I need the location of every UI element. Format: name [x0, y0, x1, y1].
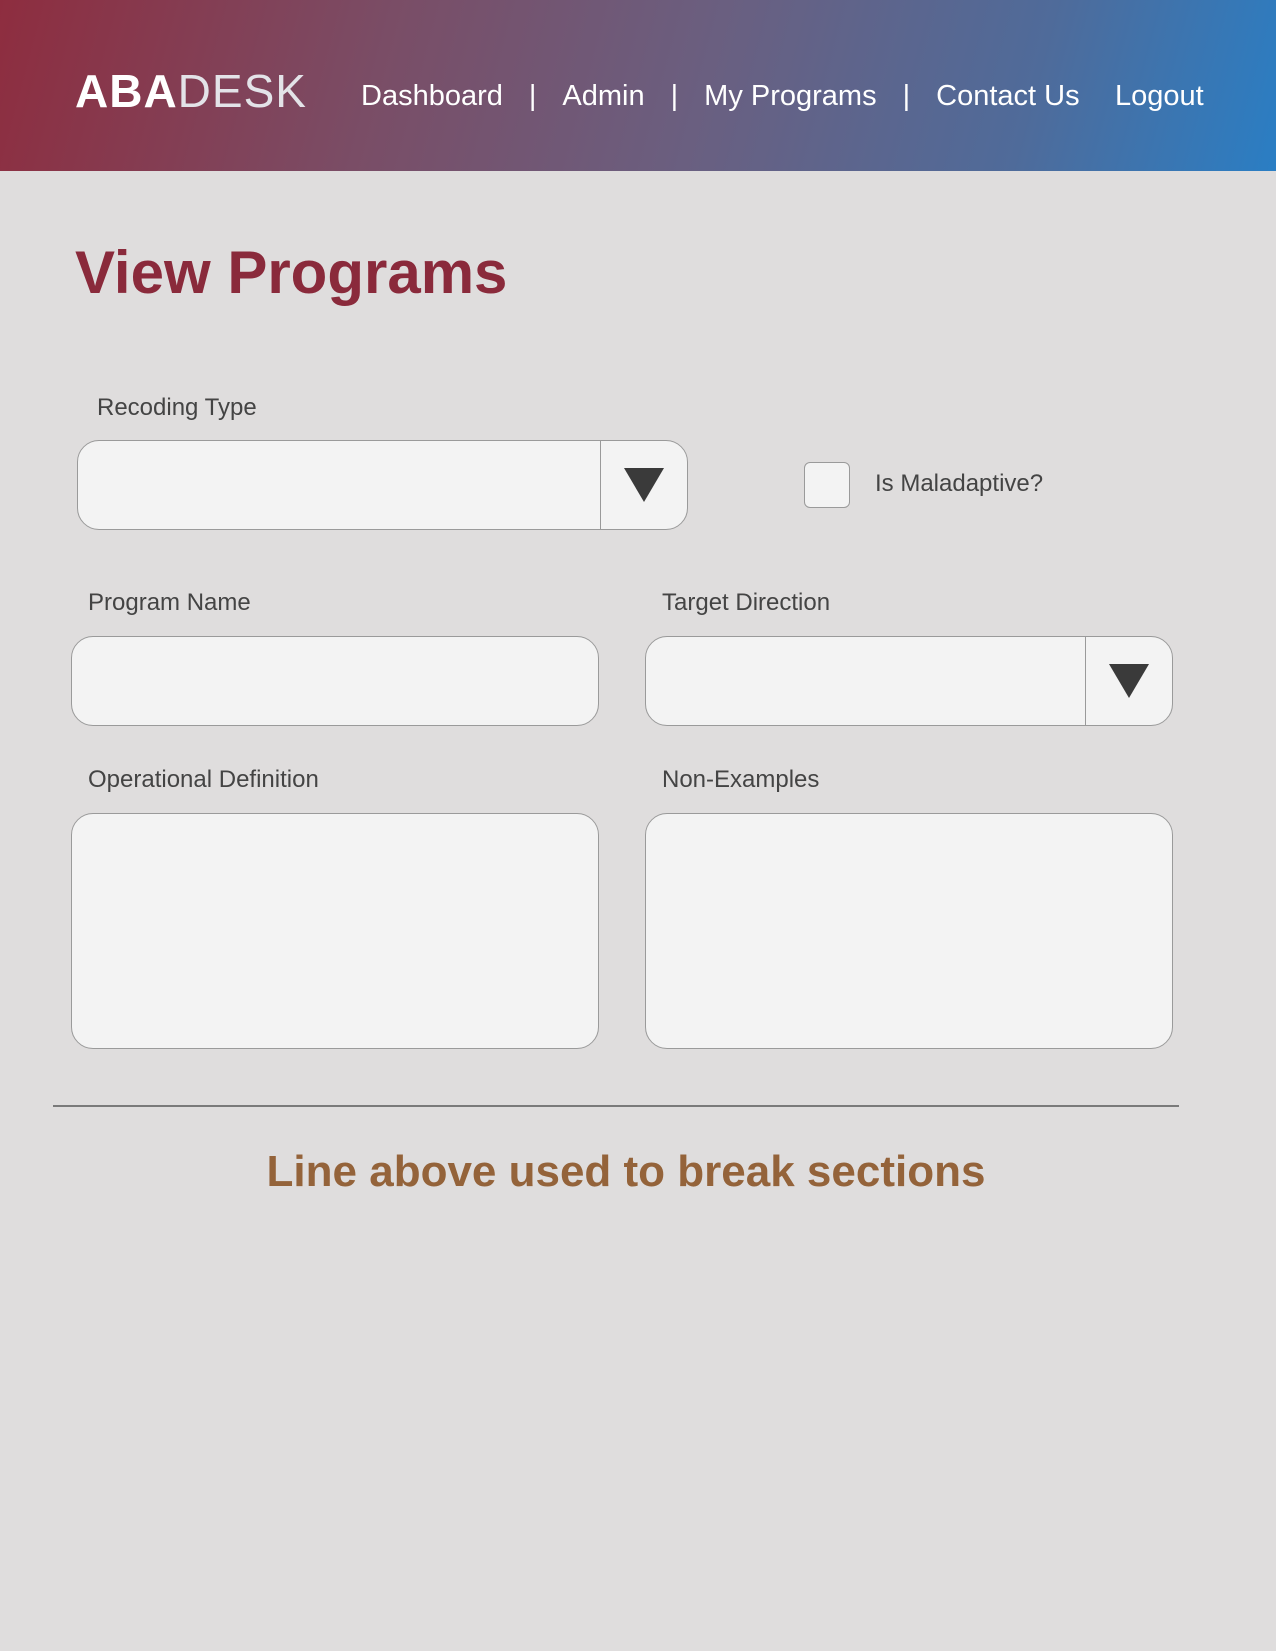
- logo[interactable]: [75, 65, 307, 117]
- nav-admin[interactable]: Admin: [562, 80, 645, 112]
- main-nav: [361, 78, 1080, 114]
- nav-separator: |: [670, 80, 679, 112]
- operational-definition-label: Operational Definition: [88, 766, 319, 793]
- program-name-input[interactable]: [71, 636, 599, 726]
- target-direction-dropdown-button[interactable]: [1085, 637, 1172, 725]
- target-direction-label: Target Direction: [662, 589, 831, 616]
- top-header: [0, 0, 1276, 171]
- chevron-down-icon: [624, 468, 664, 502]
- operational-definition-textarea[interactable]: [71, 813, 599, 1049]
- nav-separator: |: [528, 80, 537, 112]
- nav-dashboard[interactable]: Dashboard: [361, 80, 503, 112]
- recording-type-dropdown-button[interactable]: [600, 441, 687, 529]
- logo-light: DESK: [177, 65, 307, 117]
- page-title: View Programs: [75, 239, 508, 306]
- maladaptive-label: Is Maladaptive?: [875, 470, 1044, 497]
- recording-type-select[interactable]: [77, 440, 688, 530]
- logo-bold: ABA: [75, 65, 178, 117]
- nav-separator: |: [902, 80, 911, 112]
- recording-type-label: Recoding Type: [97, 394, 257, 421]
- non-examples-label: Non-Examples: [662, 766, 820, 793]
- target-direction-select[interactable]: [645, 636, 1173, 726]
- logout-link[interactable]: Logout: [1115, 80, 1204, 112]
- program-name-label: Program Name: [88, 589, 251, 616]
- maladaptive-checkbox[interactable]: [804, 462, 850, 508]
- section-divider: [53, 1105, 1179, 1107]
- nav-my-programs[interactable]: My Programs: [704, 80, 877, 112]
- divider-note: Line above used to break sections: [266, 1147, 986, 1196]
- non-examples-textarea[interactable]: [645, 813, 1173, 1049]
- nav-contact-us[interactable]: Contact Us: [936, 80, 1080, 112]
- chevron-down-icon: [1109, 664, 1149, 698]
